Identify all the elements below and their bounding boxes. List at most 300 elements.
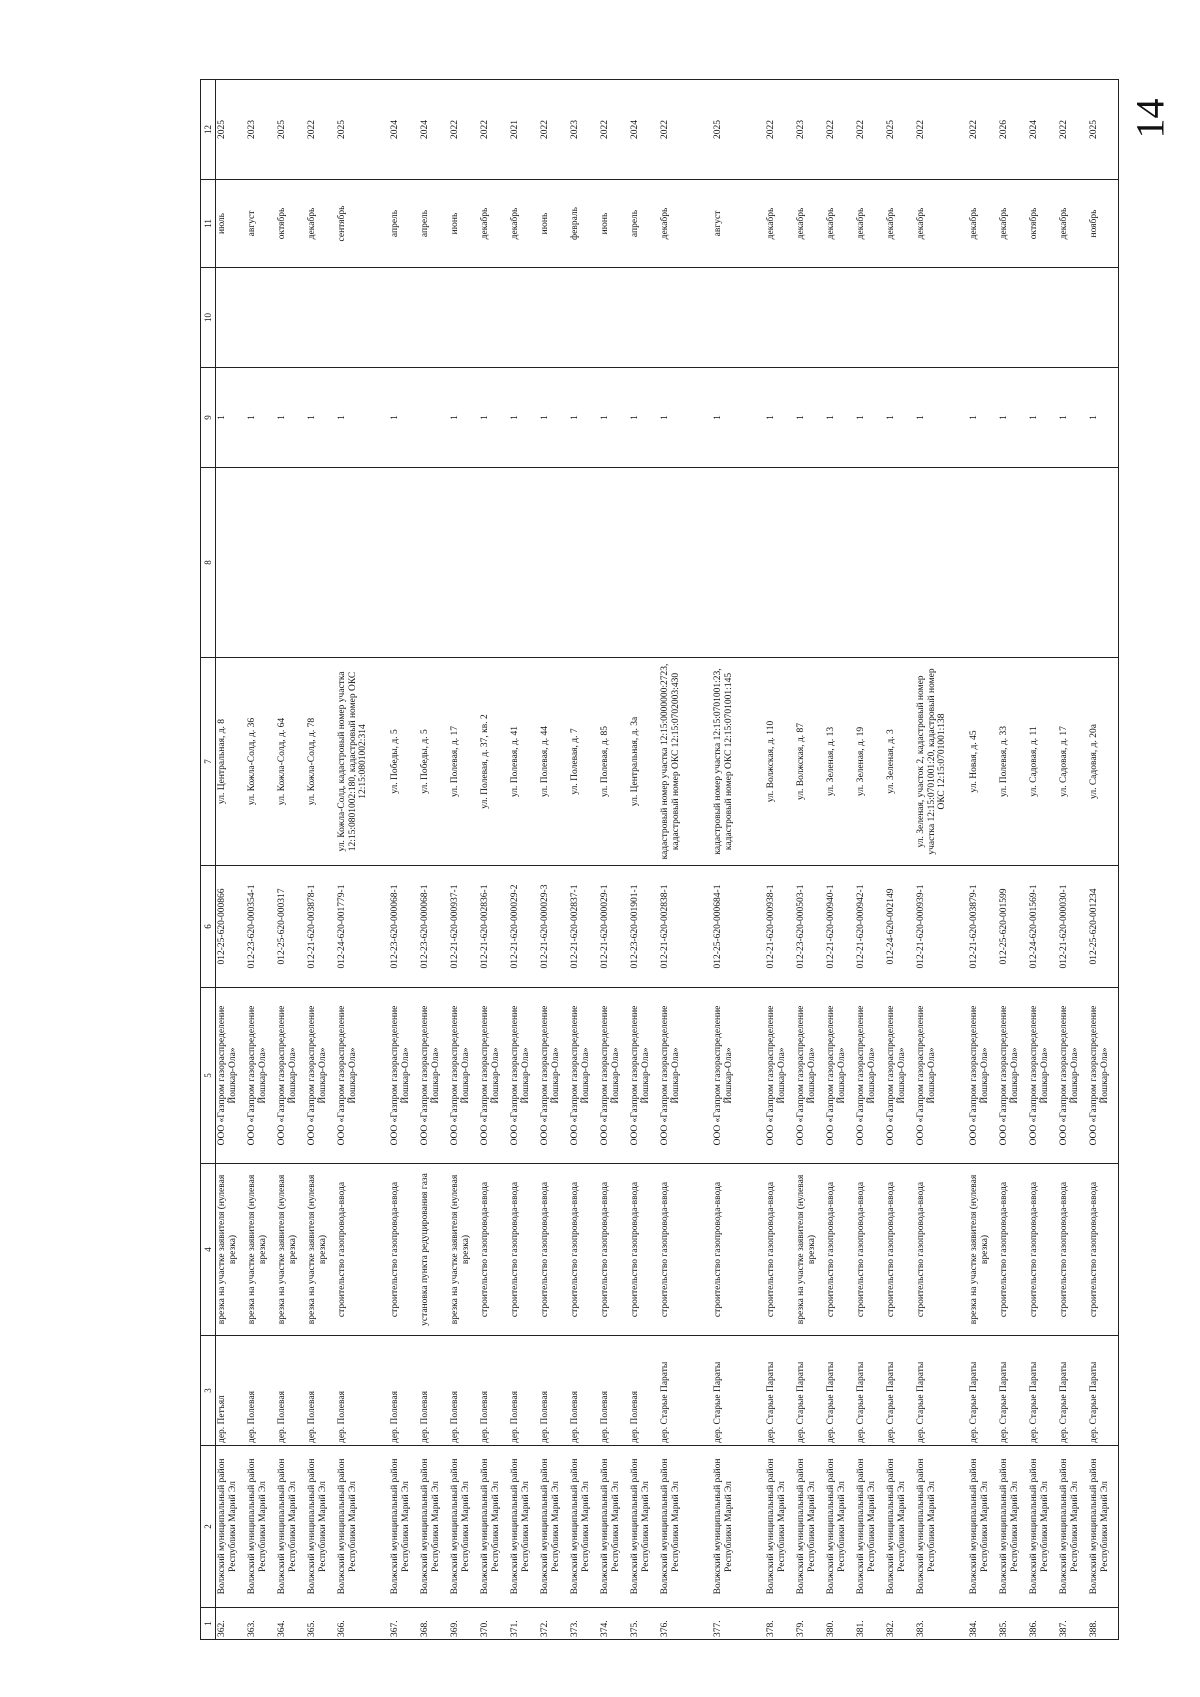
row-number: 363. <box>246 1608 276 1640</box>
year-cell: 2022 <box>758 80 795 180</box>
column-8-cell <box>306 468 336 658</box>
column-10-cell <box>705 268 758 368</box>
year-cell: 2022 <box>961 80 998 180</box>
month-cell: июнь <box>599 180 629 268</box>
row-number: 374. <box>599 1608 629 1640</box>
year-cell: 2025 <box>276 80 306 180</box>
address-cell: ул. Полевая, д. 44 <box>539 658 569 866</box>
application-number-cell: 012-25-620-000317 <box>276 866 306 988</box>
district-cell: Волжский муниципальный район Республики Марий Эл <box>479 1446 509 1608</box>
table-row <box>885 80 915 1640</box>
organization-cell: ООО «Газпром газораспределение Йошкар-Ола» <box>306 988 336 1164</box>
column-header: 11 <box>201 180 216 268</box>
settlement-cell: дер. Полевая <box>599 1336 629 1446</box>
work-type-cell: врезка на участке заявителя (нулевая врезка) <box>795 1164 825 1336</box>
year-cell: 2024 <box>1028 80 1058 180</box>
district-cell: Волжский муниципальный район Республики Марий Эл <box>276 1446 306 1608</box>
organization-cell: ООО «Газпром газораспределение Йошкар-Ола» <box>705 988 758 1164</box>
year-cell: 2025 <box>885 80 915 180</box>
table-row <box>758 80 795 1640</box>
work-type-cell: установка пункта редуцирования газа <box>419 1164 449 1336</box>
application-number-cell: 012-21-620-002836-1 <box>479 866 509 988</box>
column-9-cell: 1 <box>382 368 419 468</box>
month-cell: август <box>705 180 758 268</box>
settlement-cell: дер. Полевая <box>246 1336 276 1446</box>
column-10-cell <box>599 268 629 368</box>
work-type-cell: строительство газопровода-ввода <box>915 1164 961 1336</box>
column-10-cell <box>382 268 419 368</box>
settlement-cell: дер. Старые Параты <box>795 1336 825 1446</box>
settlement-cell: дер. Старые Параты <box>1088 1336 1119 1446</box>
year-cell: 2022 <box>306 80 336 180</box>
application-number-cell: 012-21-620-000937-1 <box>449 866 479 988</box>
column-header: 10 <box>201 268 216 368</box>
row-number: 377. <box>705 1608 758 1640</box>
table-row <box>216 80 247 1640</box>
organization-cell: ООО «Газпром газораспределение Йошкар-Ола» <box>1028 988 1058 1164</box>
application-number-cell: 012-24-620-001569-1 <box>1028 866 1058 988</box>
row-number: 387. <box>1058 1608 1088 1640</box>
row-number: 362. <box>216 1608 247 1640</box>
column-10-cell <box>539 268 569 368</box>
month-cell: декабрь <box>855 180 885 268</box>
settlement-cell: дер. Старые Параты <box>855 1336 885 1446</box>
organization-cell: ООО «Газпром газораспределение Йошкар-Ола» <box>855 988 885 1164</box>
table-body <box>216 80 1119 1640</box>
month-cell: август <box>246 180 276 268</box>
application-number-cell: 012-21-620-003879-1 <box>961 866 998 988</box>
organization-cell: ООО «Газпром газораспределение Йошкар-Ола» <box>449 988 479 1164</box>
settlement-cell: дер. Полевая <box>449 1336 479 1446</box>
application-number-cell: 012-21-620-000940-1 <box>825 866 855 988</box>
table-row <box>825 80 855 1640</box>
year-cell: 2021 <box>509 80 539 180</box>
work-type-cell: строительство газопровода-ввода <box>855 1164 885 1336</box>
column-8-cell <box>539 468 569 658</box>
table-row <box>382 80 419 1640</box>
month-cell: апрель <box>382 180 419 268</box>
organization-cell: ООО «Газпром газораспределение Йошкар-Ола» <box>382 988 419 1164</box>
district-cell: Волжский муниципальный район Республики Марий Эл <box>795 1446 825 1608</box>
settlement-cell: дер. Старые Параты <box>758 1336 795 1446</box>
column-8-cell <box>629 468 659 658</box>
column-8-cell <box>336 468 382 658</box>
work-type-cell: строительство газопровода-ввода <box>885 1164 915 1336</box>
column-10-cell <box>449 268 479 368</box>
work-type-cell: строительство газопровода-ввода <box>705 1164 758 1336</box>
organization-cell: ООО «Газпром газораспределение Йошкар-Ола» <box>629 988 659 1164</box>
table-row <box>336 80 382 1640</box>
table-row <box>479 80 509 1640</box>
application-number-cell: 012-23-620-000354-1 <box>246 866 276 988</box>
district-cell: Волжский муниципальный район Республики Марий Эл <box>449 1446 479 1608</box>
column-10-cell <box>336 268 382 368</box>
district-cell: Волжский муниципальный район Республики Марий Эл <box>629 1446 659 1608</box>
application-number-cell: 012-23-620-000503-1 <box>795 866 825 988</box>
column-10-cell <box>1058 268 1088 368</box>
organization-cell: ООО «Газпром газораспределение Йошкар-Ола» <box>539 988 569 1164</box>
column-9-cell: 1 <box>1028 368 1058 468</box>
year-cell: 2022 <box>825 80 855 180</box>
column-header: 1 <box>201 1608 216 1640</box>
month-cell: октябрь <box>276 180 306 268</box>
organization-cell: ООО «Газпром газораспределение Йошкар-Ола» <box>915 988 961 1164</box>
column-9-cell: 1 <box>449 368 479 468</box>
organization-cell: ООО «Газпром газораспределение Йошкар-Ола» <box>998 988 1028 1164</box>
address-cell: ул. Зеленая, д. 3 <box>885 658 915 866</box>
organization-cell: ООО «Газпром газораспределение Йошкар-Ола» <box>758 988 795 1164</box>
district-cell: Волжский муниципальный район Республики Марий Эл <box>855 1446 885 1608</box>
year-cell: 2022 <box>539 80 569 180</box>
settlement-cell: дер. Старые Параты <box>915 1336 961 1446</box>
settlement-cell: дер. Старые Параты <box>825 1336 855 1446</box>
column-10-cell <box>419 268 449 368</box>
work-type-cell: врезка на участке заявителя (нулевая врезка) <box>246 1164 276 1336</box>
district-cell: Волжский муниципальный район Республики Марий Эл <box>659 1446 705 1608</box>
row-number: 383. <box>915 1608 961 1640</box>
month-cell: декабрь <box>885 180 915 268</box>
organization-cell: ООО «Газпром газораспределение Йошкар-Ола» <box>659 988 705 1164</box>
column-9-cell: 1 <box>479 368 509 468</box>
application-number-cell: 012-21-620-000938-1 <box>758 866 795 988</box>
application-number-cell: 012-24-620-001779-1 <box>336 866 382 988</box>
gasification-table <box>200 79 1119 1640</box>
year-cell: 2025 <box>1088 80 1119 180</box>
column-8-cell <box>276 468 306 658</box>
address-cell: кадастровый номер участка 12:15:0701001:23, кадастровый номер ОКС 12:15:0701001:145 <box>705 658 758 866</box>
application-number-cell: 012-23-620-000068-1 <box>419 866 449 988</box>
column-9-cell: 1 <box>961 368 998 468</box>
column-10-cell <box>795 268 825 368</box>
column-8-cell <box>1058 468 1088 658</box>
table-row <box>998 80 1028 1640</box>
row-number: 368. <box>419 1608 449 1640</box>
work-type-cell: врезка на участке заявителя (нулевая врезка) <box>306 1164 336 1336</box>
table-row <box>599 80 629 1640</box>
settlement-cell: дер. Полевая <box>629 1336 659 1446</box>
column-8-cell <box>599 468 629 658</box>
column-8-cell <box>509 468 539 658</box>
application-number-cell: 012-23-620-000068-1 <box>382 866 419 988</box>
address-cell: ул. Кожла-Солд, кадастровый номер участка 12:15:0801002:180, кадастровый номер ОКС 12:15:0801002:314 <box>336 658 382 866</box>
settlement-cell: дер. Полевая <box>569 1336 599 1446</box>
row-number: 372. <box>539 1608 569 1640</box>
column-9-cell: 1 <box>246 368 276 468</box>
settlement-cell: дер. Петъял <box>216 1336 247 1446</box>
column-9-cell: 1 <box>306 368 336 468</box>
district-cell: Волжский муниципальный район Республики Марий Эл <box>961 1446 998 1608</box>
table-row <box>449 80 479 1640</box>
settlement-cell: дер. Полевая <box>336 1336 382 1446</box>
column-10-cell <box>479 268 509 368</box>
column-10-cell <box>509 268 539 368</box>
row-number: 378. <box>758 1608 795 1640</box>
district-cell: Волжский муниципальный район Республики Марий Эл <box>306 1446 336 1608</box>
district-cell: Волжский муниципальный район Республики Марий Эл <box>758 1446 795 1608</box>
table-row <box>1058 80 1088 1640</box>
organization-cell: ООО «Газпром газораспределение Йошкар-Ола» <box>216 988 247 1164</box>
column-9-cell: 1 <box>599 368 629 468</box>
column-9-cell: 1 <box>915 368 961 468</box>
column-8-cell <box>659 468 705 658</box>
column-9-cell: 1 <box>825 368 855 468</box>
year-cell: 2026 <box>998 80 1028 180</box>
table-row <box>569 80 599 1640</box>
settlement-cell: дер. Старые Параты <box>1058 1336 1088 1446</box>
year-cell: 2025 <box>705 80 758 180</box>
column-8-cell <box>795 468 825 658</box>
application-number-cell: 012-21-620-000942-1 <box>855 866 885 988</box>
row-number: 367. <box>382 1608 419 1640</box>
column-10-cell <box>758 268 795 368</box>
address-cell: ул. Победы, д. 5 <box>382 658 419 866</box>
application-number-cell: 012-21-620-002838-1 <box>659 866 705 988</box>
month-cell: сентябрь <box>336 180 382 268</box>
row-number: 371. <box>509 1608 539 1640</box>
row-number: 365. <box>306 1608 336 1640</box>
column-9-cell: 1 <box>276 368 306 468</box>
column-header: 8 <box>201 468 216 658</box>
address-cell: ул. Зеленая, д. 19 <box>855 658 885 866</box>
address-cell: ул. Новая, д. 45 <box>961 658 998 866</box>
table-row <box>795 80 825 1640</box>
settlement-cell: дер. Полевая <box>539 1336 569 1446</box>
column-8-cell <box>216 468 247 658</box>
organization-cell: ООО «Газпром газораспределение Йошкар-Ола» <box>336 988 382 1164</box>
address-cell: ул. Полевая, д. 41 <box>509 658 539 866</box>
row-number: 375. <box>629 1608 659 1640</box>
column-header: 2 <box>201 1446 216 1608</box>
settlement-cell: дер. Старые Параты <box>998 1336 1028 1446</box>
page-number: 14 <box>1127 98 1173 139</box>
work-type-cell: строительство газопровода-ввода <box>509 1164 539 1336</box>
column-10-cell <box>998 268 1028 368</box>
settlement-cell: дер. Полевая <box>509 1336 539 1446</box>
address-cell: ул. Кожла-Солд, д. 36 <box>246 658 276 866</box>
year-cell: 2022 <box>855 80 885 180</box>
column-10-cell <box>306 268 336 368</box>
column-10-cell <box>1088 268 1119 368</box>
row-number: 386. <box>1028 1608 1058 1640</box>
organization-cell: ООО «Газпром газораспределение Йошкар-Ола» <box>479 988 509 1164</box>
table-row <box>659 80 705 1640</box>
organization-cell: ООО «Газпром газораспределение Йошкар-Ола» <box>1088 988 1119 1164</box>
month-cell: декабрь <box>509 180 539 268</box>
address-cell: ул. Полевая, д. 37, кв. 2 <box>479 658 509 866</box>
column-9-cell: 1 <box>509 368 539 468</box>
table-row <box>306 80 336 1640</box>
row-number: 385. <box>998 1608 1028 1640</box>
address-cell: ул. Полевая, д. 17 <box>449 658 479 866</box>
district-cell: Волжский муниципальный район Республики Марий Эл <box>509 1446 539 1608</box>
settlement-cell: дер. Полевая <box>419 1336 449 1446</box>
column-8-cell <box>246 468 276 658</box>
organization-cell: ООО «Газпром газораспределение Йошкар-Ола» <box>599 988 629 1164</box>
column-9-cell: 1 <box>216 368 247 468</box>
month-cell: апрель <box>419 180 449 268</box>
address-cell: ул. Садовая, д. 11 <box>1028 658 1058 866</box>
address-cell: ул. Зеленая, д. 13 <box>825 658 855 866</box>
month-cell: декабрь <box>795 180 825 268</box>
organization-cell: ООО «Газпром газораспределение Йошкар-Ола» <box>569 988 599 1164</box>
organization-cell: ООО «Газпром газораспределение Йошкар-Ола» <box>795 988 825 1164</box>
column-9-cell: 1 <box>705 368 758 468</box>
work-type-cell: строительство газопровода-ввода <box>659 1164 705 1336</box>
work-type-cell: строительство газопровода-ввода <box>825 1164 855 1336</box>
application-number-cell: 012-21-620-000030-1 <box>1058 866 1088 988</box>
table-row <box>629 80 659 1640</box>
organization-cell: ООО «Газпром газораспределение Йошкар-Ола» <box>961 988 998 1164</box>
year-cell: 2023 <box>795 80 825 180</box>
month-cell: июнь <box>539 180 569 268</box>
application-number-cell: 012-25-620-001599 <box>998 866 1028 988</box>
year-cell: 2022 <box>449 80 479 180</box>
column-10-cell <box>276 268 306 368</box>
district-cell: Волжский муниципальный район Республики Марий Эл <box>382 1446 419 1608</box>
settlement-cell: дер. Полевая <box>479 1336 509 1446</box>
table-row <box>1088 80 1119 1640</box>
table-row <box>855 80 885 1640</box>
district-cell: Волжский муниципальный район Республики Марий Эл <box>1088 1446 1119 1608</box>
year-cell: 2024 <box>382 80 419 180</box>
organization-cell: ООО «Газпром газораспределение Йошкар-Ола» <box>246 988 276 1164</box>
address-cell: ул. Центральная, д. 3а <box>629 658 659 866</box>
application-number-cell: 012-23-620-001901-1 <box>629 866 659 988</box>
year-cell: 2022 <box>479 80 509 180</box>
month-cell: ноябрь <box>1088 180 1119 268</box>
column-8-cell <box>449 468 479 658</box>
work-type-cell: строительство газопровода-ввода <box>1058 1164 1088 1336</box>
work-type-cell: строительство газопровода-ввода <box>629 1164 659 1336</box>
organization-cell: ООО «Газпром газораспределение Йошкар-Ола» <box>885 988 915 1164</box>
column-9-cell: 1 <box>855 368 885 468</box>
column-8-cell <box>569 468 599 658</box>
column-9-cell: 1 <box>569 368 599 468</box>
district-cell: Волжский муниципальный район Республики Марий Эл <box>216 1446 247 1608</box>
settlement-cell: дер. Старые Параты <box>659 1336 705 1446</box>
organization-cell: ООО «Газпром газораспределение Йошкар-Ола» <box>509 988 539 1164</box>
month-cell: декабрь <box>825 180 855 268</box>
column-8-cell <box>1088 468 1119 658</box>
column-header: 3 <box>201 1336 216 1446</box>
row-number: 384. <box>961 1608 998 1640</box>
address-cell: ул. Зеленая, участок 2, кадастровый номер участка 12:15:0701001:20, кадастровый номер ОКС 12:15:0701001:138 <box>915 658 961 866</box>
settlement-cell: дер. Старые Параты <box>885 1336 915 1446</box>
address-cell: ул. Садовая, д. 17 <box>1058 658 1088 866</box>
application-number-cell: 012-21-620-003878-1 <box>306 866 336 988</box>
year-cell: 2022 <box>1058 80 1088 180</box>
month-cell: октябрь <box>1028 180 1058 268</box>
address-cell: ул. Кожла-Солд, д. 78 <box>306 658 336 866</box>
column-10-cell <box>659 268 705 368</box>
column-9-cell: 1 <box>539 368 569 468</box>
year-cell: 2024 <box>629 80 659 180</box>
month-cell: декабрь <box>961 180 998 268</box>
application-number-cell: 012-25-620-000866 <box>216 866 247 988</box>
district-cell: Волжский муниципальный район Республики Марий Эл <box>1058 1446 1088 1608</box>
month-cell: июль <box>216 180 247 268</box>
row-number: 370. <box>479 1608 509 1640</box>
application-number-cell: 012-21-620-000029-2 <box>509 866 539 988</box>
organization-cell: ООО «Газпром газораспределение Йошкар-Ола» <box>276 988 306 1164</box>
row-number: 364. <box>276 1608 306 1640</box>
row-number: 388. <box>1088 1608 1119 1640</box>
organization-cell: ООО «Газпром газораспределение Йошкар-Ола» <box>419 988 449 1164</box>
address-cell: ул. Центральная, д. 8 <box>216 658 247 866</box>
application-number-cell: 012-25-620-000684-1 <box>705 866 758 988</box>
work-type-cell: строительство газопровода-ввода <box>758 1164 795 1336</box>
work-type-cell: строительство газопровода-ввода <box>479 1164 509 1336</box>
work-type-cell: строительство газопровода-ввода <box>1028 1164 1058 1336</box>
column-8-cell <box>915 468 961 658</box>
column-8-cell <box>419 468 449 658</box>
application-number-cell: 012-21-620-002837-1 <box>569 866 599 988</box>
column-9-cell: 1 <box>629 368 659 468</box>
district-cell: Волжский муниципальный район Республики Марий Эл <box>336 1446 382 1608</box>
year-cell: 2025 <box>336 80 382 180</box>
column-10-cell <box>915 268 961 368</box>
district-cell: Волжский муниципальный район Республики Марий Эл <box>915 1446 961 1608</box>
address-cell: ул. Волжская, д. 87 <box>795 658 825 866</box>
work-type-cell: строительство газопровода-ввода <box>998 1164 1028 1336</box>
row-number: 369. <box>449 1608 479 1640</box>
district-cell: Волжский муниципальный район Республики Марий Эл <box>885 1446 915 1608</box>
column-header: 5 <box>201 988 216 1164</box>
year-cell: 2025 <box>216 80 247 180</box>
month-cell: декабрь <box>306 180 336 268</box>
column-8-cell <box>705 468 758 658</box>
settlement-cell: дер. Старые Параты <box>1028 1336 1058 1446</box>
year-cell: 2022 <box>915 80 961 180</box>
address-cell: ул. Победы, д. 5 <box>419 658 449 866</box>
month-cell: декабрь <box>998 180 1028 268</box>
district-cell: Волжский муниципальный район Республики Марий Эл <box>998 1446 1028 1608</box>
application-number-cell: 012-21-620-000029-1 <box>599 866 629 988</box>
row-number: 381. <box>855 1608 885 1640</box>
settlement-cell: дер. Старые Параты <box>961 1336 998 1446</box>
work-type-cell: строительство газопровода-ввода <box>539 1164 569 1336</box>
column-8-cell <box>758 468 795 658</box>
work-type-cell: строительство газопровода-ввода <box>1088 1164 1119 1336</box>
settlement-cell: дер. Полевая <box>382 1336 419 1446</box>
work-type-cell: строительство газопровода-ввода <box>336 1164 382 1336</box>
year-cell: 2024 <box>419 80 449 180</box>
year-cell: 2023 <box>569 80 599 180</box>
work-type-cell: врезка на участке заявителя (нулевая врезка) <box>216 1164 247 1336</box>
address-cell: ул. Полевая, д. 7 <box>569 658 599 866</box>
table-row <box>509 80 539 1640</box>
year-cell: 2022 <box>659 80 705 180</box>
work-type-cell: строительство газопровода-ввода <box>382 1164 419 1336</box>
column-10-cell <box>855 268 885 368</box>
address-cell: ул. Волжская, д. 110 <box>758 658 795 866</box>
column-8-cell <box>825 468 855 658</box>
address-cell: ул. Полевая, д. 85 <box>599 658 629 866</box>
column-9-cell: 1 <box>1058 368 1088 468</box>
row-number: 379. <box>795 1608 825 1640</box>
column-header: 7 <box>201 658 216 866</box>
month-cell: декабрь <box>659 180 705 268</box>
table-header-row <box>201 80 216 1640</box>
column-10-cell <box>246 268 276 368</box>
month-cell: июнь <box>449 180 479 268</box>
row-number: 380. <box>825 1608 855 1640</box>
column-10-cell <box>1028 268 1058 368</box>
month-cell: февраль <box>569 180 599 268</box>
column-9-cell <box>419 368 449 468</box>
address-cell: ул. Кожла-Солд, д. 64 <box>276 658 306 866</box>
column-header: 6 <box>201 866 216 988</box>
